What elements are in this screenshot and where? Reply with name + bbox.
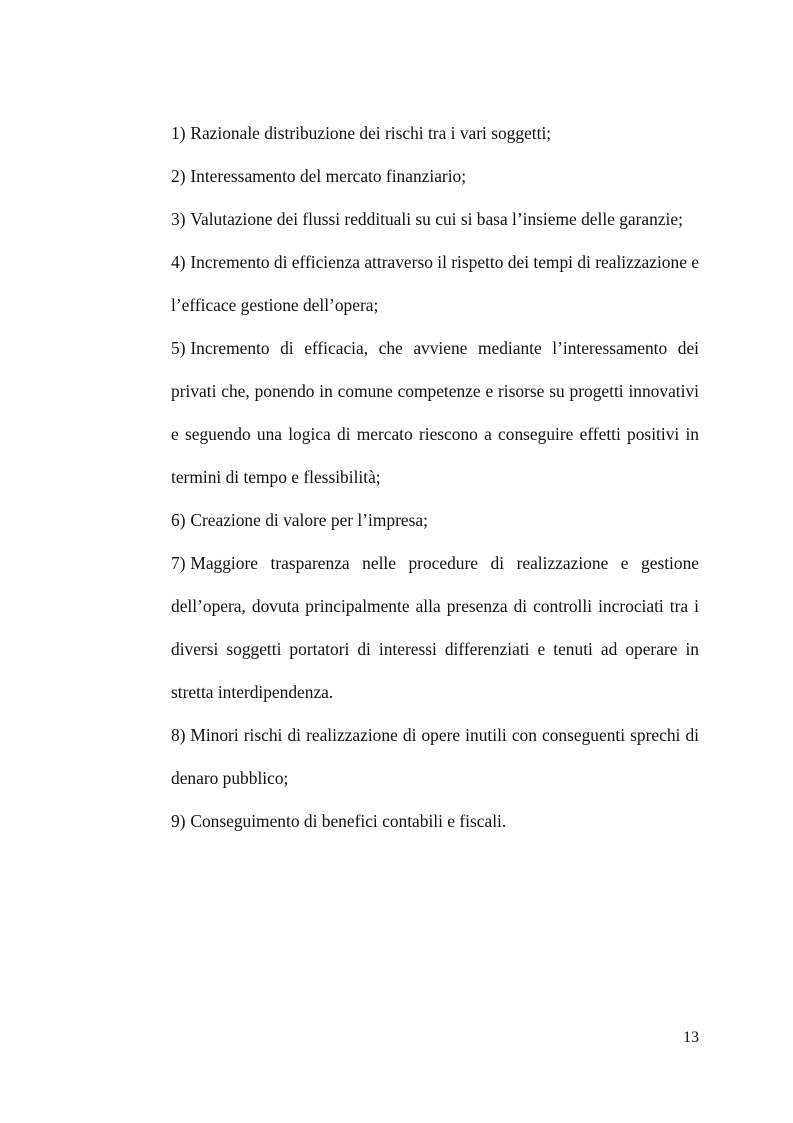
page-number: 13 [683,1029,699,1046]
list-item [171,198,699,241]
item-number: 5) [171,338,186,358]
item-text: Interessamento del mercato finanziario; [190,166,467,186]
item-number: 3) [171,209,186,229]
item-text: Maggiore trasparenza nelle procedure di realizzazione e gestione dell’opera, dovuta principalmente alla presenza di controlli incrociati tra i diversi soggetti portatori di interessi differenziati e tenuti ad operare in stretta interdipendenza. [171,553,699,702]
list-item [171,327,699,499]
list-item [171,241,699,327]
item-text: Conseguimento di benefici contabili e fiscali. [190,811,507,831]
item-number: 1) [171,123,186,143]
item-text: Incremento di efficienza attraverso il rispetto dei tempi di realizzazione e l’efficace gestione dell’opera; [171,252,699,315]
list-item [171,542,699,714]
item-number: 6) [171,510,186,530]
list-item [171,155,699,198]
item-number: 7) [171,553,186,573]
list-item [171,800,699,843]
item-text: Valutazione dei flussi reddituali su cui si basa l’insieme delle garanzie; [190,209,683,229]
item-text: Incremento di efficacia, che avviene mediante l’interessamento dei privati che, ponendo in comune competenze e risorse su progetti innovativi e seguendo una logica di mercato riescono a conseguire effetti positivi in termini di tempo e flessibilità; [171,338,699,487]
list-item [171,499,699,542]
list-item [171,714,699,800]
benefits-list [171,112,699,843]
item-number: 2) [171,166,186,186]
item-number: 8) [171,725,186,745]
item-number: 4) [171,252,186,272]
item-text: Creazione di valore per l’impresa; [190,510,428,530]
list-item [171,112,699,155]
item-text: Minori rischi di realizzazione di opere inutili con conseguenti sprechi di denaro pubblico; [171,725,699,788]
item-text: Razionale distribuzione dei rischi tra i vari soggetti; [190,123,552,143]
item-number: 9) [171,811,186,831]
